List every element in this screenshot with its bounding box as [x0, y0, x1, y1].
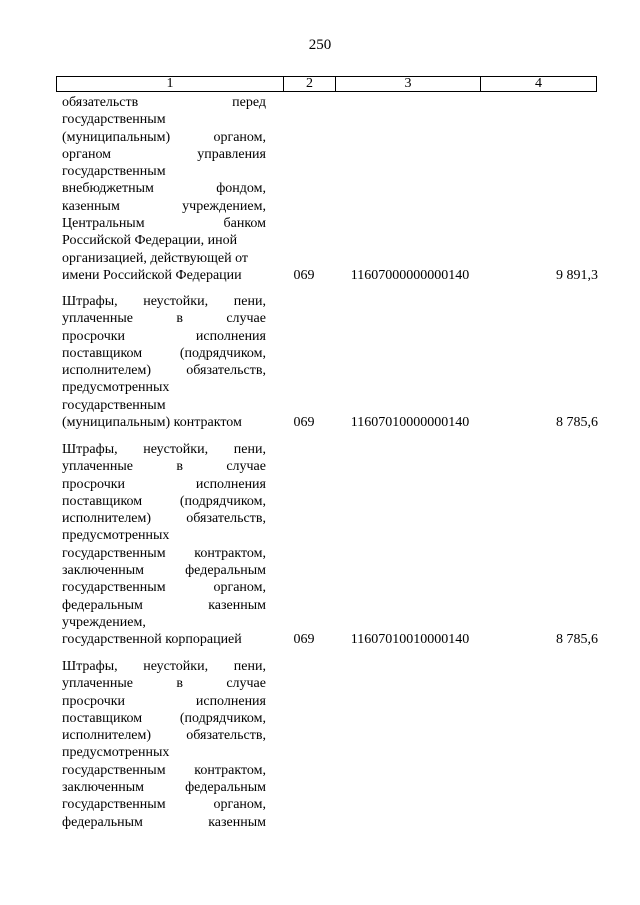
description-word: (подрядчиком, [179, 345, 266, 361]
description-line [62, 779, 266, 796]
description-line [62, 310, 266, 327]
description-line [62, 562, 266, 579]
description-word: федеральным [62, 597, 143, 613]
description-word: имени Российской Федерации [62, 267, 242, 283]
description-word: исполнителем) [62, 511, 152, 527]
description-word: государственным [62, 164, 166, 180]
description-word: перед [232, 95, 266, 110]
description-line [62, 579, 266, 596]
description-word: просрочки [62, 328, 126, 344]
description-line [62, 293, 266, 310]
description-word: обязательств, [186, 728, 266, 744]
description-word: уплаченные [62, 459, 133, 475]
description-word: случае [226, 311, 266, 327]
description-line [62, 198, 266, 215]
description-word: органом, [213, 797, 266, 813]
description-word: исполнителем) [62, 728, 152, 744]
description-word: пени, [233, 294, 266, 309]
description-word: (подрядчиком, [179, 710, 266, 726]
table-row-description [62, 441, 266, 649]
description-line [62, 796, 266, 813]
description-line [62, 180, 266, 197]
column-header-2: 2 [284, 77, 336, 91]
description-word: (подрядчиком, [179, 493, 266, 509]
table-cell-kbk: 11607010000000140 [350, 415, 470, 430]
description-word: (муниципальным) [62, 129, 171, 145]
description-word: уплаченные [62, 311, 133, 327]
description-line [62, 744, 266, 761]
description-line [62, 493, 266, 510]
description-line [62, 658, 266, 675]
description-line [62, 146, 266, 163]
description-word: случае [226, 459, 266, 475]
description-word: пени, [233, 659, 266, 674]
description-line [62, 267, 266, 284]
description-line [62, 232, 266, 249]
column-header-4: 4 [535, 76, 542, 91]
description-word: внебюджетным [62, 181, 154, 197]
table-cell-kbk: 11607000000000140 [350, 268, 470, 283]
description-line [62, 727, 266, 744]
description-word: федеральным [185, 563, 266, 579]
description-line [62, 328, 266, 345]
description-word: государственной корпорацией [62, 632, 242, 648]
description-line [62, 397, 266, 414]
table-row-description [62, 658, 266, 831]
description-line [62, 250, 266, 267]
table-cell-amount: 8 785,6 [556, 415, 598, 430]
description-word: поставщиком [62, 710, 143, 726]
description-line [62, 545, 266, 562]
description-line [62, 631, 266, 648]
description-word: казенным [62, 198, 120, 214]
description-line [62, 458, 266, 475]
description-line [62, 814, 266, 831]
description-word: фондом, [216, 181, 266, 197]
description-word: контрактом, [194, 762, 266, 778]
table-cell-code: 069 [293, 268, 315, 283]
description-word: учреждением, [62, 614, 146, 630]
description-line [62, 614, 266, 631]
description-word: исполнения [195, 476, 266, 492]
description-word: неустойки, [143, 659, 209, 674]
description-word: предусмотренных [62, 745, 170, 761]
description-line [62, 94, 266, 111]
description-word: казенным [208, 814, 266, 830]
description-word: поставщиком [62, 493, 143, 509]
description-line [62, 476, 266, 493]
description-line [62, 379, 266, 396]
table-cell-code: 069 [293, 632, 315, 647]
description-word: в [176, 459, 183, 475]
description-word: в [176, 676, 183, 692]
description-word: неустойки, [143, 294, 209, 309]
description-word: банком [223, 216, 266, 232]
column-header-1: 1 [57, 77, 284, 91]
description-word: органом [62, 146, 112, 162]
description-word: заключенным [62, 780, 144, 796]
description-word: просрочки [62, 476, 126, 492]
description-word: государственным [62, 762, 166, 778]
column-header-3: 3 [336, 77, 481, 91]
description-word: исполнителем) [62, 363, 152, 379]
description-word: государственным [62, 397, 166, 413]
description-word: органом, [213, 580, 266, 596]
description-line [62, 597, 266, 614]
description-line [62, 510, 266, 527]
description-line [62, 414, 266, 431]
description-word: Штрафы, [62, 442, 118, 457]
description-line [62, 362, 266, 379]
description-word: контрактом, [194, 545, 266, 561]
description-word: пени, [233, 442, 266, 457]
description-word: Центральным [62, 216, 145, 232]
description-word: управления [197, 146, 266, 162]
description-line [62, 710, 266, 727]
description-line [62, 693, 266, 710]
description-word: исполнения [195, 693, 266, 709]
description-line [62, 111, 266, 128]
table-cell-code: 069 [293, 415, 315, 430]
description-word: в [176, 311, 183, 327]
description-word: Российской Федерации, иной [62, 233, 238, 249]
description-word: учреждением, [182, 198, 266, 214]
description-word: государственным [62, 545, 166, 561]
description-line [62, 345, 266, 362]
description-word: обязательств, [186, 363, 266, 379]
description-word: организацией, действующей от [62, 250, 249, 266]
page-number: 250 [308, 37, 332, 53]
description-word: государственным [62, 797, 166, 813]
table-cell-kbk: 11607010010000140 [350, 632, 470, 647]
description-line [62, 215, 266, 232]
description-word: Штрафы, [62, 659, 118, 674]
description-word: обязательств [62, 95, 139, 110]
description-line [62, 675, 266, 692]
description-word: органом, [213, 129, 266, 145]
description-word: (муниципальным) контрактом [62, 415, 242, 431]
description-word: казенным [208, 597, 266, 613]
description-word: уплаченные [62, 676, 133, 692]
description-word: неустойки, [143, 442, 209, 457]
description-word: предусмотренных [62, 380, 170, 396]
description-line [62, 129, 266, 146]
description-word: поставщиком [62, 345, 143, 361]
description-word: просрочки [62, 693, 126, 709]
table-cell-amount: 9 891,3 [556, 268, 598, 283]
table-row-description [62, 94, 266, 284]
description-line [62, 163, 266, 180]
description-word: обязательств, [186, 511, 266, 527]
description-line [62, 527, 266, 544]
description-word: федеральным [185, 780, 266, 796]
description-line [62, 762, 266, 779]
table-header [56, 76, 597, 92]
description-word: предусмотренных [62, 528, 170, 544]
description-word: государственным [62, 580, 166, 596]
table-row-description [62, 293, 266, 431]
description-word: заключенным [62, 563, 144, 579]
description-line [62, 441, 266, 458]
description-word: случае [226, 676, 266, 692]
table-cell-amount: 8 785,6 [556, 632, 598, 647]
description-word: исполнения [195, 328, 266, 344]
description-word: государственным [62, 112, 166, 128]
description-word: федеральным [62, 814, 143, 830]
description-word: Штрафы, [62, 294, 118, 309]
